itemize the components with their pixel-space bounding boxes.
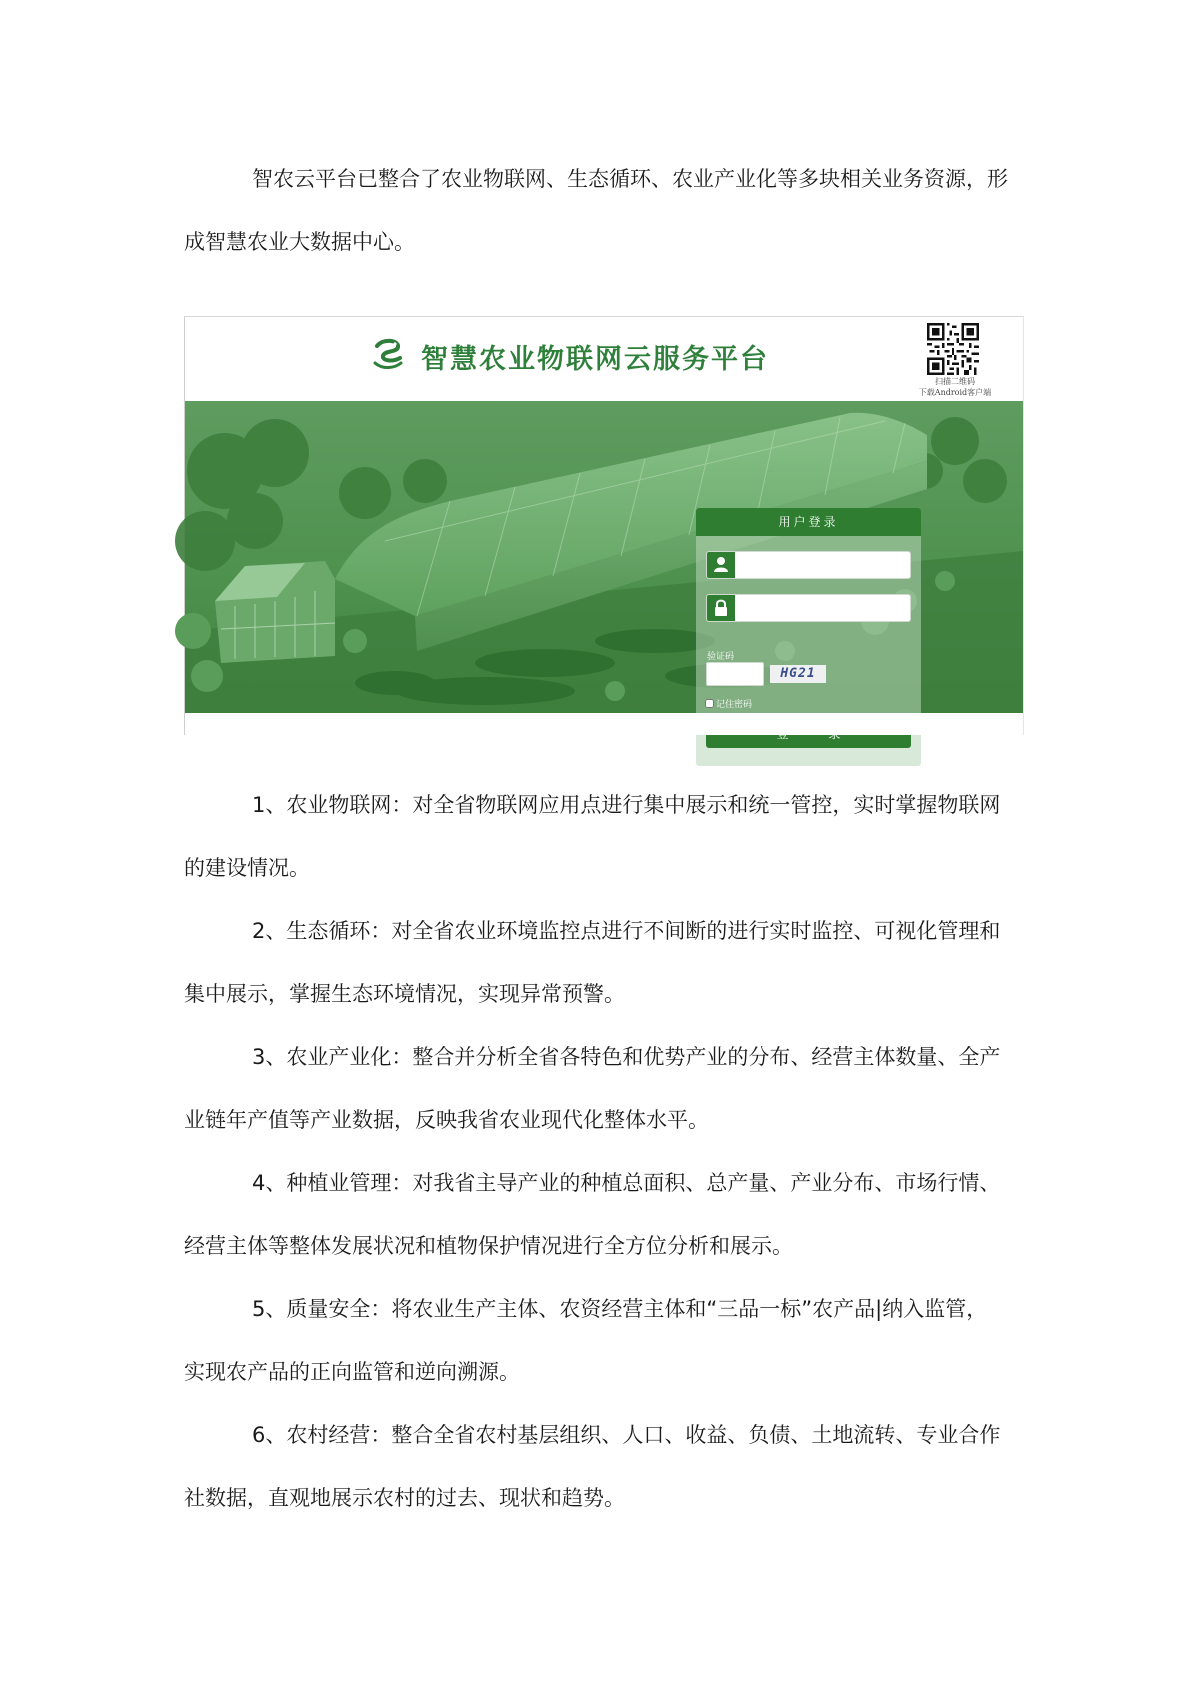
item-5 [184, 1278, 1014, 1404]
captcha-image[interactable]: HG21 [770, 665, 826, 683]
intro-line-2: 成智慧农业大数据中心。 [184, 230, 415, 254]
intro-line-1: 智农云平台已整合了农业物联网、生态循环、农业产业化等多块相关业务资源，形 [252, 167, 1008, 191]
qr-code-icon [927, 323, 979, 375]
remember-password[interactable] [705, 697, 752, 710]
remember-checkbox[interactable] [705, 699, 714, 708]
item-2-line-2: 集中展示，掌握生态环境情况，实现异常预警。 [184, 982, 625, 1006]
intro-paragraph [184, 148, 1014, 274]
dragon-logo-icon [371, 337, 405, 371]
item-6-line-2: 社数据，直观地展示农村的过去、现状和趋势。 [184, 1486, 625, 1510]
login-heading: 用户登录 [696, 508, 921, 536]
captcha-input[interactable] [706, 662, 764, 686]
platform-header [185, 317, 1023, 401]
item-5-line-1: 5、质量安全：将农业生产主体、农资经营主体和“三品一标”农产品|纳入监管， [252, 1297, 988, 1321]
item-2-line-1: 2、生态循环：对全省农业环境监控点进行不间断的进行实时监控、可视化管理和 [252, 919, 1001, 943]
item-4-line-2: 经营主体等整体发展状况和植物保护情况进行全方位分析和展示。 [184, 1234, 793, 1258]
item-3-line-2: 业链年产值等产业数据，反映我省农业现代化整体水平。 [184, 1108, 709, 1132]
item-1-line-2: 的建设情况。 [184, 856, 310, 880]
lock-icon [707, 595, 735, 621]
qr-caption-scan: 扫描二维码 [935, 377, 975, 386]
item-3 [184, 1026, 1014, 1152]
captcha-label: 验证码 [707, 652, 735, 662]
username-input[interactable] [739, 554, 908, 578]
item-6-line-1: 6、农村经营：整合全省农村基层组织、人口、收益、负债、土地流转、专业合作 [252, 1423, 1001, 1447]
platform-title: 智慧农业物联网云服务平台 [421, 344, 769, 375]
qr-caption-download: 下载Android客户端 [918, 388, 992, 397]
item-3-line-1: 3、农业产业化：整合并分析全省各特色和优势产业的分布、经营主体数量、全产 [252, 1045, 1001, 1069]
item-1-line-1: 1、农业物联网：对全省物联网应用点进行集中展示和统一管控，实时掌握物联网 [252, 793, 1001, 817]
banner-bottom-strip [185, 713, 1023, 735]
remember-label: 记住密码 [716, 700, 753, 710]
platform-login-screenshot [184, 316, 1024, 735]
item-2 [184, 900, 1014, 1026]
user-icon [707, 552, 735, 578]
item-4-line-1: 4、种植业管理：对我省主导产业的种植总面积、总产量、产业分布、市场行情、 [252, 1171, 1001, 1195]
password-input[interactable] [739, 597, 908, 621]
username-field[interactable] [706, 551, 911, 579]
item-5-line-2: 实现农产品的正向监管和逆向溯源。 [184, 1360, 520, 1384]
item-4 [184, 1152, 1014, 1278]
greenhouse-banner [185, 401, 1023, 713]
item-1 [184, 774, 1014, 900]
item-6 [184, 1404, 1014, 1530]
password-field[interactable] [706, 594, 911, 622]
